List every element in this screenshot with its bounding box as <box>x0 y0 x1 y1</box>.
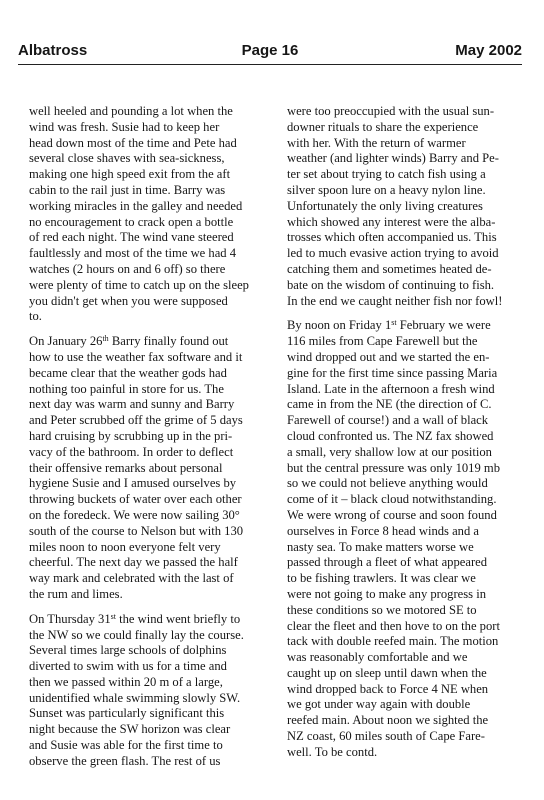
text-line: watches (2 hours on and 6 off) so there <box>29 261 226 276</box>
text-line: wind dropped out and we started the en- <box>287 349 490 364</box>
text-line: we got under way again with double <box>287 697 471 712</box>
page-header <box>18 40 522 65</box>
text-line: silver spoon lure on a heavy nylon line. <box>287 182 486 197</box>
text-line: way mark and celebrated with the last of <box>29 571 234 586</box>
paragraph <box>29 612 269 770</box>
text-line: trosses which often accompanied us. This <box>287 230 497 245</box>
text-line: working miracles in the galley and needed <box>29 198 243 213</box>
text-line: In the end we caught neither fish nor fowl! <box>287 293 503 308</box>
text-line: reefed main. About noon we sighted the <box>287 713 489 728</box>
text-line: were plenty of time to catch up on the sleep <box>29 277 249 292</box>
paragraph <box>287 104 523 309</box>
text-line: the rum and limes. <box>29 586 123 601</box>
text-line: wind dropped back to Force 4 NE when <box>287 681 489 696</box>
text-line: head down most of the time and Pete had <box>29 135 237 150</box>
text-line: We were wrong of course and soon found <box>287 507 497 522</box>
text-line: vacy of the bathroom. In order to deflect <box>29 444 234 459</box>
text-line: but the central pressure was only 1019 mb <box>287 460 500 475</box>
text-line: throwing buckets of water over each other <box>29 492 242 507</box>
text-line: By noon on Friday 1st February we were <box>287 318 491 333</box>
text-line: cabin to the rail just in time. Barry was <box>29 182 226 197</box>
text-line: no encouragement to crack open a bottle <box>29 214 234 229</box>
text-line: bate on the wisdom of continuing to fish. <box>287 277 495 292</box>
issue-date: May 2002 <box>455 42 522 59</box>
text-line: the NW so we could finally lay the course. <box>29 627 244 642</box>
text-line: making one high speed exit from the aft <box>29 167 231 182</box>
text-line: observe the green flash. The rest of us <box>29 753 221 768</box>
text-line: miles noon to noon everyone felt very <box>29 539 221 554</box>
text-line: NZ coast, 60 miles south of Cape Fare- <box>287 729 485 744</box>
text-line: clear the fleet and then hove to on the port <box>287 618 500 633</box>
text-line: weather (and lighter winds) Barry and Pe- <box>287 151 499 166</box>
text-line: several close shaves with sea-sickness, <box>29 151 225 166</box>
text-line: well heeled and pounding a lot when the <box>29 104 233 118</box>
text-line: On Thursday 31st the wind went briefly to <box>29 611 241 626</box>
text-line: ourselves in Force 8 head winds and a <box>287 523 480 538</box>
paragraph <box>29 104 269 325</box>
text-line: south of the course to Nelson but with 130 <box>29 523 244 538</box>
text-line: night because the SW horizon was clear <box>29 722 231 737</box>
text-line: of red each night. The wind vane steered <box>29 230 234 245</box>
publication-title: Albatross <box>18 42 88 59</box>
text-line: ter set about trying to catch fish using a <box>287 167 486 182</box>
text-line: hard cruising by scrubbing up in the pri- <box>29 428 233 443</box>
text-line: their offensive remarks about personal <box>29 460 223 475</box>
text-line: came in from the NE (the direction of C. <box>287 397 492 412</box>
text-line: On January 26th Barry finally found out <box>29 334 229 349</box>
text-line: to be fishing trawlers. It was clear we <box>287 571 476 586</box>
text-line: 116 miles from Cape Farewell but the <box>287 334 478 349</box>
text-line: diverted to swim with us for a time and <box>29 659 227 674</box>
text-line: caught up on sleep until dawn when the <box>287 665 487 680</box>
text-line: Several times large schools of dolphins <box>29 643 227 658</box>
text-line: was reasonably comfortable and we <box>287 650 468 665</box>
paragraph <box>287 318 523 760</box>
text-line: Unfortunately the only living creatures <box>287 198 483 213</box>
text-line: led to much evasive action trying to avoid <box>287 246 499 261</box>
text-line: tack with double reefed main. The motion <box>287 634 499 649</box>
text-line: catching them and sometimes heated de- <box>287 261 492 276</box>
text-line: these conditions so we motored SE to <box>287 602 477 617</box>
text-line: faultlessly and most of the time we had 4 <box>29 246 237 261</box>
text-line: cheerful. The next day we passed the half <box>29 555 238 570</box>
text-line: cloud confronted us. The NZ fax showed <box>287 428 494 443</box>
text-line: became clear that the weather gods had <box>29 365 227 380</box>
text-line: which showed any interest were the alba- <box>287 214 496 229</box>
text-line: how to use the weather fax software and it <box>29 349 243 364</box>
text-line: downer rituals to share the experience <box>287 119 479 134</box>
right-text-column <box>287 104 523 761</box>
text-line: and Susie was able for the first time to <box>29 738 223 753</box>
text-line: on the foredeck. We were now sailing 30° <box>29 507 240 522</box>
text-line: you didn't get when you were supposed <box>29 293 228 308</box>
text-line: to. <box>29 309 42 324</box>
text-line: were not going to make any progress in <box>287 586 487 601</box>
text-line: gine for the first time since passing Maria <box>287 365 498 380</box>
text-line: nasty sea. To make matters worse we <box>287 539 474 554</box>
page-number: Page 16 <box>241 42 299 59</box>
text-line: a small, very shallow low at our position <box>287 444 492 459</box>
text-line: next day was warm and sunny and Barry <box>29 397 235 412</box>
text-line: wind was fresh. Susie had to keep her <box>29 119 220 134</box>
text-line: were too preoccupied with the usual sun- <box>287 104 495 118</box>
text-line: passed through a fleet of what appeared <box>287 555 488 570</box>
text-line: Sunset was particularly significant this <box>29 706 225 721</box>
text-line: well. To be contd. <box>287 744 378 759</box>
text-line: Island. Late in the afternoon a fresh wind <box>287 381 495 396</box>
text-line: hygiene Susie and I amused ourselves by <box>29 476 237 491</box>
text-line: nothing too painful in store for us. The <box>29 381 224 396</box>
text-line: and Peter scrubbed off the grime of 5 days <box>29 413 243 428</box>
text-line: come of it – black cloud notwithstanding. <box>287 492 497 507</box>
text-line: then we passed within 20 m of a large, <box>29 674 223 689</box>
text-line: with her. With the return of warmer <box>287 135 466 150</box>
left-text-column <box>29 104 269 770</box>
paragraph <box>29 334 269 603</box>
text-line: so we could not believe anything would <box>287 476 488 491</box>
text-line: Farewell of course!) and a wall of black <box>287 413 489 428</box>
text-line: unidentified whale swimming slowly SW. <box>29 690 241 705</box>
